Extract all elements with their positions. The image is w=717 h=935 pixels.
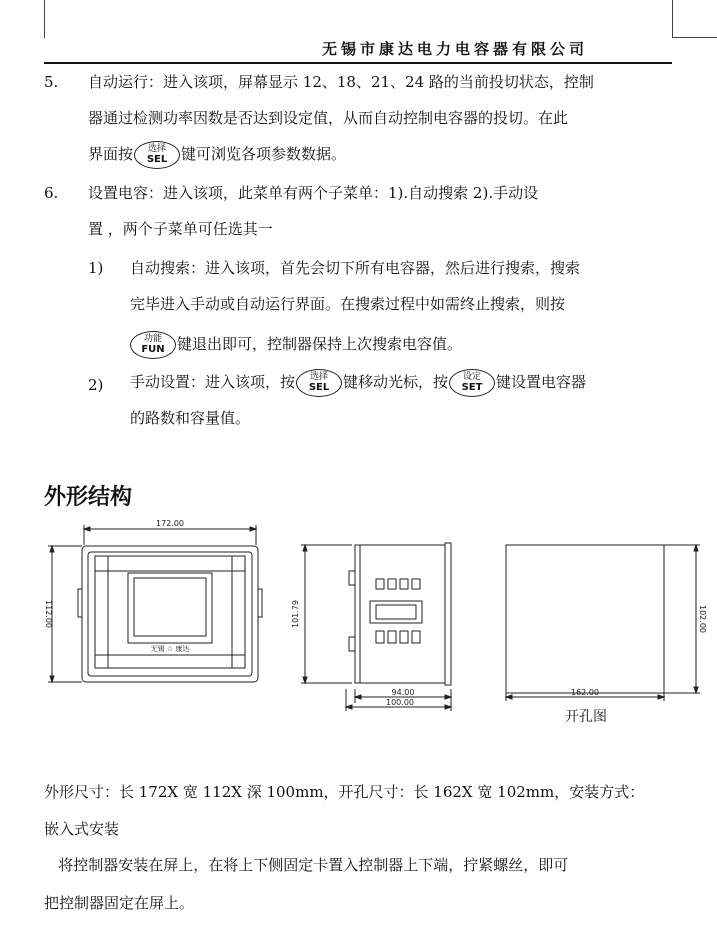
item-5-line-3-post: 键可浏览各项参数数据。 xyxy=(181,145,347,163)
subitem-2-line-2: 的路数和容量值。 xyxy=(130,409,251,427)
subitem-2-number: 2) xyxy=(88,376,104,394)
spec-line-2: 嵌入式安装 xyxy=(44,820,120,838)
sel-key-icon: 选择 SEL xyxy=(134,141,180,169)
side-height-dim: 101.79 xyxy=(291,600,300,628)
subitem-1-number: 1) xyxy=(88,259,104,277)
dimension-drawings xyxy=(0,515,717,730)
item-5-line-2: 器通过检测功率因数是否达到设定值，从而自动控制电容器的投切。在此 xyxy=(88,109,569,127)
cutout-height-dim: 102.00 xyxy=(698,605,707,633)
cutout-caption: 开孔图 xyxy=(565,709,607,725)
subitem-1-line-3-post: 键退出即可，控制器保持上次搜索电容值。 xyxy=(177,335,463,353)
spec-line-3: 将控制器安装在屏上，在将上下侧固定卡置入控制器上下端，拧紧螺丝，即可 xyxy=(44,856,569,874)
item-5-number: 5. xyxy=(44,73,59,91)
item-5-line-1: 自动运行：进入该项，屏幕显示 12、18、21、24 路的当前投切状态，控制 xyxy=(88,73,594,91)
spec-line-1: 外形尺寸：长 172X 宽 112X 深 100mm，开孔尺寸：长 162X 宽 102mm，安装方式： xyxy=(44,783,645,801)
item-5-line-3 xyxy=(88,141,346,169)
corner-mark-left xyxy=(44,0,45,38)
spec-line-4: 把控制器固定在屏上。 xyxy=(44,894,195,912)
item-6-line-1: 设置电容：进入该项，此菜单有两个子菜单：1).自动搜索 2).手动设 xyxy=(88,184,539,202)
subitem-1-line-2: 完毕进入手动或自动运行界面。在搜索过程中如需终止搜索，则按 xyxy=(130,295,566,313)
fun-key-icon: 功能 FUN xyxy=(130,331,176,359)
cutout-width-dim: 162.00 xyxy=(571,688,599,697)
front-width-dim: 172.00 xyxy=(156,519,184,528)
side-view-drawing xyxy=(301,543,451,711)
subitem-2-line-1: 手动设置：进入该项，按 选择 SEL 键移动光标，按 设定 SET 键设置电容器 xyxy=(130,369,586,397)
front-height-dim: 112.00 xyxy=(44,600,53,628)
corner-mark-right xyxy=(672,0,673,38)
subitem-1-line-1: 自动搜索：进入该项，首先会切下所有电容器，然后进行搜索，搜索 xyxy=(130,259,581,277)
item-6-line-2: 置 ，两个子菜单可任选其一 xyxy=(88,220,273,238)
corner-mark-right-h xyxy=(672,37,717,38)
item-5-line-3-pre: 界面按 xyxy=(88,145,134,163)
item-6-number: 6. xyxy=(44,184,59,202)
sel-key-icon-2: 选择 SEL xyxy=(296,369,342,397)
front-panel-label: 无锡 ☆ 康达 xyxy=(150,645,190,653)
front-view-drawing xyxy=(48,525,262,682)
header-rule xyxy=(44,62,672,64)
section-title: 外形结构 xyxy=(44,485,133,510)
cutout-view-drawing xyxy=(506,545,700,701)
side-depth-dim-1: 94.00 xyxy=(391,688,415,697)
set-key-icon: 设定 SET xyxy=(449,369,495,397)
header-company: 无锡市康达电力电容器有限公司 xyxy=(322,40,589,58)
subitem-1-line-3 xyxy=(130,331,462,359)
side-depth-dim-2: 100.00 xyxy=(386,698,414,707)
